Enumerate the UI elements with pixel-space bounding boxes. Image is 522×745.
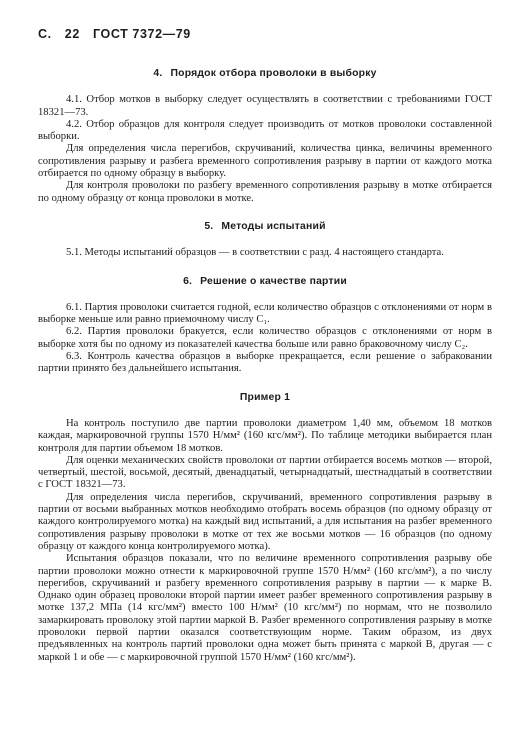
section-title: Методы испытаний	[221, 220, 326, 232]
paragraph: 6.2. Партия проволоки бракуется, если количество образцов с отклонениями от норм в выборке хотя бы по одному из показателей качества больше или равно браковочному числу C₂.	[38, 326, 492, 350]
paragraph: 5.1. Методы испытаний образцов — в соответствии с разд. 4 настоящего стандарта.	[66, 247, 444, 259]
paragraph: 6.3. Контроль качества образцов в выборке прекращается, если решение о забраковании партии принято без дальнейшего испытания.	[38, 351, 492, 375]
section-title: Решение о качестве партии	[200, 275, 347, 287]
document-body	[38, 58, 492, 680]
paragraph: Для контроля проволоки по разбегу временного сопротивления разрыву в мотке отбирается по одному образцу от конца проволоки в мотке.	[38, 180, 492, 204]
section-heading	[38, 221, 492, 233]
example-heading	[38, 392, 492, 404]
section-heading	[38, 276, 492, 288]
page-number: 22	[64, 27, 80, 41]
section-6	[38, 276, 492, 376]
paragraph: Испытания образцов показали, что по величине временного сопротивления разрыву обе партии проволоки можно отнести к маркировочной группе 1570 Н/мм² (160 кгс/мм²), а по числу перегибов, скручиваний и разбегу временного сопротивления разрыву в партии — к марке В. Однако один образец проволоки второй партии имеет разбег временного сопротивления разрыву в мотке 137,2 МПа (14 кгс/мм²) вместо 100 Н/мм² (10 кгс/мм²) по нормам, что не позволило замаркировать проволоку этой партии маркой В. Разбег временного сопротивления разрыву в мотке проволоки первой партии оказался соответствующим норме. Таким образом, из двух предъявленных на контроль партий проволоки одна может быть принята с маркой В, другая — с маркой 1 и обе — с маркировочной группой 1570 Н/мм² (160 кгс/мм²).	[38, 553, 492, 663]
section-number: 4.	[153, 68, 163, 79]
paragraph: 4.1. Отбор мотков в выборку следует осуществлять в соответствии с требованиями ГОСТ 18321—73.	[38, 94, 492, 118]
paragraph: На контроль поступило две партии проволоки диаметром 1,40 мм, объемом 18 мотков каждая, маркировочной группы 1570 Н/мм² (160 кгс/мм²). По таблице методики выбирается план контроля для партии объемом 18 мотков.	[38, 417, 492, 454]
example-title: Пример 1	[239, 391, 291, 403]
section-4	[38, 68, 492, 205]
paragraph: 6.1. Партия проволоки считается годной, если количество образцов с отклонениями от норм в выборке меньше или равно приемочному числу C₁.	[38, 301, 492, 326]
paragraph: 4.2. Отбор образцов для контроля следует производить от мотков проволоки составленной выборки.	[38, 118, 492, 143]
section-number: 5.	[204, 220, 214, 232]
section-heading	[38, 68, 492, 80]
section-title: Порядок отбора проволоки в выборку	[170, 68, 377, 79]
paragraph: Для определения числа перегибов, скручиваний, количества цинка, величины временного сопротивления разрыву и разбега временного сопротивления разрыву в партии от каждого мотка отбирается по одному образцу в выборку.	[38, 143, 492, 180]
example-1	[38, 392, 492, 664]
paragraph: Для оценки механических свойств проволоки от партии отбирается восемь мотков — второй, четвертый, шестой, восьмой, десятый, двенадцатый, четырнадцатый, шестнадцатый в соответствии с ГОСТ 18321—73.	[38, 454, 492, 491]
paragraph: Для определения числа перегибов, скручиваний, временного сопротивления разрыву в партии от восьми выбранных мотков необходимо отобрать восемь образцов (по одному образцу от каждого контролируемого мотка) на каждый вид испытаний, а для испытания на разбег временного сопротивления разрыву проволоки в мотке от тех же восьми мотков — 16 образцов (по одному образцу от каждого конца контролируемого мотка).	[38, 491, 492, 552]
section-number: 6.	[183, 275, 193, 287]
section-5	[38, 221, 492, 260]
standard-designation: ГОСТ 7372—79	[92, 27, 191, 41]
page-header	[38, 27, 200, 41]
page-marker: С.	[38, 27, 52, 41]
